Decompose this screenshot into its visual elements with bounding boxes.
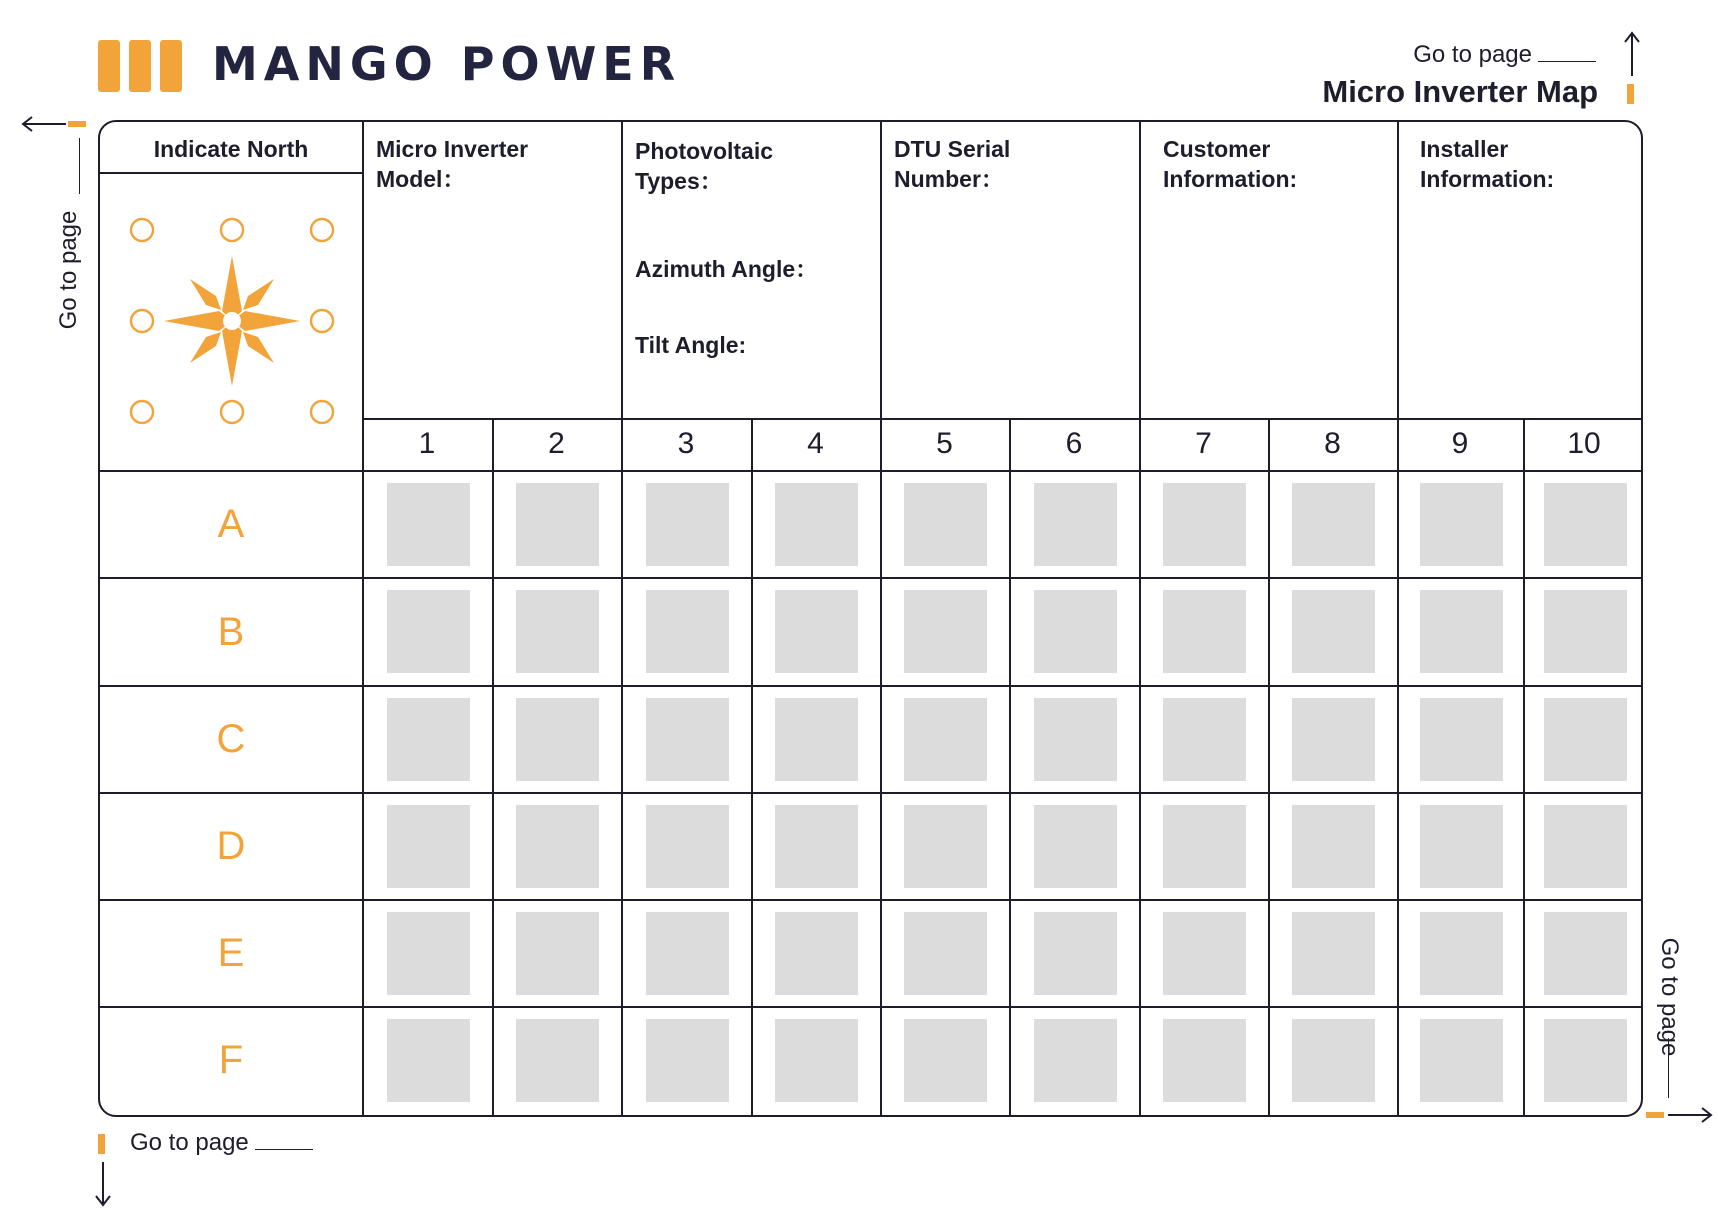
panel-slot-f3[interactable] <box>646 1019 729 1102</box>
panel-slot-f1[interactable] <box>387 1019 470 1102</box>
panel-slot-f5[interactable] <box>904 1019 987 1102</box>
page-marker-top-left <box>68 121 86 127</box>
panel-slot-e2[interactable] <box>516 912 599 995</box>
column-header-9: 9 <box>1451 427 1469 460</box>
panel-slot-e4[interactable] <box>775 912 858 995</box>
column-header-1: 1 <box>418 427 436 460</box>
customer-information-field[interactable]: Customer Information: <box>1163 136 1298 192</box>
panel-slot-b8[interactable] <box>1292 590 1375 673</box>
north-option-w[interactable] <box>131 310 153 332</box>
panel-slot-b1[interactable] <box>387 590 470 673</box>
goto-page-label: Go to page <box>1656 937 1683 1057</box>
dtu-serial-number-field[interactable]: DTU Serial Number： <box>894 136 1011 192</box>
column-header-4: 4 <box>807 427 824 460</box>
panel-slot-a6[interactable] <box>1034 483 1117 566</box>
panel-slot-c5[interactable] <box>904 698 987 781</box>
arrow-down-icon <box>91 1160 115 1208</box>
brand-name: MANGO POWER <box>212 37 682 91</box>
panel-slot-b6[interactable] <box>1034 590 1117 673</box>
panel-slot-c7[interactable] <box>1163 698 1246 781</box>
panel-slot-e3[interactable] <box>646 912 729 995</box>
panel-slot-e9[interactable] <box>1420 912 1503 995</box>
panel-slot-f7[interactable] <box>1163 1019 1246 1102</box>
panel-slot-c3[interactable] <box>646 698 729 781</box>
column-header-5: 5 <box>936 427 953 460</box>
panel-slot-a4[interactable] <box>775 483 858 566</box>
panel-slot-d3[interactable] <box>646 805 729 888</box>
panel-slot-d1[interactable] <box>387 805 470 888</box>
panel-slot-e7[interactable] <box>1163 912 1246 995</box>
panel-slot-f9[interactable] <box>1420 1019 1503 1102</box>
goto-page-left[interactable] <box>52 200 86 340</box>
column-header-8: 8 <box>1324 427 1341 460</box>
goto-page-blank[interactable] <box>255 1131 313 1150</box>
panel-slot-a7[interactable] <box>1163 483 1246 566</box>
compass-star-icon <box>120 206 344 430</box>
north-option-nw[interactable] <box>131 219 153 241</box>
goto-page-blank[interactable] <box>1538 43 1596 62</box>
panel-slot-e5[interactable] <box>904 912 987 995</box>
north-option-n[interactable] <box>221 219 243 241</box>
panel-slot-f6[interactable] <box>1034 1019 1117 1102</box>
panel-slot-b2[interactable] <box>516 590 599 673</box>
north-option-se[interactable] <box>311 401 333 423</box>
panel-slot-c6[interactable] <box>1034 698 1117 781</box>
panel-slot-f4[interactable] <box>775 1019 858 1102</box>
goto-page-label: Go to page <box>130 1129 249 1156</box>
tilt-angle-field[interactable]: Tilt Angle: <box>635 332 747 358</box>
panel-slot-d6[interactable] <box>1034 805 1117 888</box>
panel-slot-d9[interactable] <box>1420 805 1503 888</box>
panel-slot-b9[interactable] <box>1420 590 1503 673</box>
goto-page-label: Go to page <box>55 210 82 330</box>
panel-slot-f10[interactable] <box>1544 1019 1627 1102</box>
panel-slot-d5[interactable] <box>904 805 987 888</box>
column-header-10: 10 <box>1567 427 1601 460</box>
page-marker-bottom-left <box>98 1134 105 1154</box>
panel-slot-c9[interactable] <box>1420 698 1503 781</box>
panel-slot-b3[interactable] <box>646 590 729 673</box>
row-label-b: B <box>217 610 245 654</box>
panel-slot-a3[interactable] <box>646 483 729 566</box>
row-label-d: D <box>216 824 246 868</box>
panel-slot-c10[interactable] <box>1544 698 1627 781</box>
panel-slot-d2[interactable] <box>516 805 599 888</box>
north-option-ne[interactable] <box>311 219 333 241</box>
page-marker-bottom-right <box>1646 1112 1664 1118</box>
panel-slot-d7[interactable] <box>1163 805 1246 888</box>
panel-slot-a10[interactable] <box>1544 483 1627 566</box>
photovoltaic-types-field[interactable]: Photovoltaic Types： <box>635 138 774 194</box>
micro-inverter-model-field[interactable]: Micro Inverter Model： <box>376 136 529 192</box>
azimuth-angle-field[interactable]: Azimuth Angle： <box>635 256 819 282</box>
north-option-s[interactable] <box>221 401 243 423</box>
panel-slot-e6[interactable] <box>1034 912 1117 995</box>
goto-page-bottom[interactable] <box>130 1129 313 1157</box>
panel-slot-b5[interactable] <box>904 590 987 673</box>
panel-slot-b4[interactable] <box>775 590 858 673</box>
arrow-right-icon <box>1666 1103 1714 1127</box>
panel-slot-d4[interactable] <box>775 805 858 888</box>
panel-slot-e1[interactable] <box>387 912 470 995</box>
panel-slot-a2[interactable] <box>516 483 599 566</box>
indicate-north-label: Indicate North <box>153 136 309 162</box>
arrow-left-icon <box>20 112 68 136</box>
page-marker-top-right <box>1627 84 1634 104</box>
panel-slot-b10[interactable] <box>1544 590 1627 673</box>
goto-page-label: Go to page <box>1413 41 1532 68</box>
goto-page-right[interactable] <box>1652 902 1686 1092</box>
micro-inverter-map-table <box>98 120 1643 1117</box>
panel-slot-f8[interactable] <box>1292 1019 1375 1102</box>
panel-slot-d10[interactable] <box>1544 805 1627 888</box>
panel-slot-a8[interactable] <box>1292 483 1375 566</box>
column-header-2: 2 <box>548 427 565 460</box>
panel-slot-d8[interactable] <box>1292 805 1375 888</box>
row-label-f: F <box>218 1038 244 1082</box>
arrow-up-icon <box>1620 28 1644 78</box>
goto-page-blank-right[interactable] <box>1668 1038 1669 1098</box>
brand-logo-icon <box>98 40 182 92</box>
panel-slot-a5[interactable] <box>904 483 987 566</box>
page-title: Micro Inverter Map <box>1322 74 1598 109</box>
column-header-3: 3 <box>677 427 695 460</box>
row-label-e: E <box>217 931 245 975</box>
panel-slot-f2[interactable] <box>516 1019 599 1102</box>
column-header-7: 7 <box>1195 427 1212 460</box>
panel-slot-c4[interactable] <box>775 698 858 781</box>
panel-slot-c8[interactable] <box>1292 698 1375 781</box>
north-option-sw[interactable] <box>131 401 153 423</box>
column-header-6: 6 <box>1065 427 1083 460</box>
installer-information-field[interactable]: Installer Information: <box>1420 136 1555 192</box>
panel-slot-a1[interactable] <box>387 483 470 566</box>
panel-slot-e10[interactable] <box>1544 912 1627 995</box>
row-label-c: C <box>216 717 246 761</box>
panel-slot-a9[interactable] <box>1420 483 1503 566</box>
row-label-a: A <box>217 502 245 546</box>
north-option-e[interactable] <box>311 310 333 332</box>
goto-page-blank-left[interactable] <box>79 138 80 194</box>
panel-slot-b7[interactable] <box>1163 590 1246 673</box>
goto-page-top[interactable] <box>1413 41 1596 69</box>
panel-slot-c2[interactable] <box>516 698 599 781</box>
panel-slot-e8[interactable] <box>1292 912 1375 995</box>
panel-slot-c1[interactable] <box>387 698 470 781</box>
